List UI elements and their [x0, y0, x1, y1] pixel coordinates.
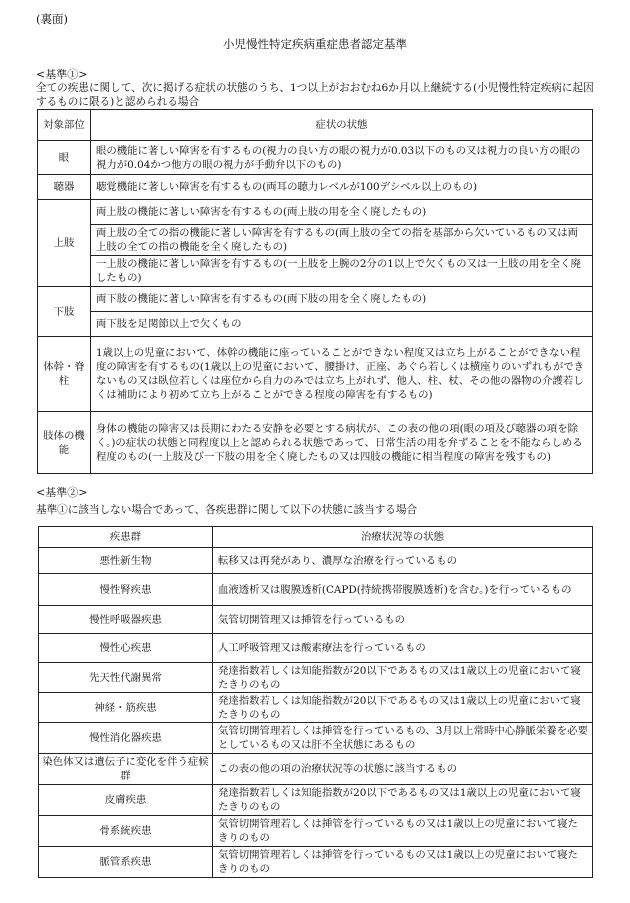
part-cell: 聴器 — [38, 175, 91, 200]
table-row — [38, 225, 593, 256]
table-row — [38, 256, 593, 287]
status-cell: 気管切開管理若しくは挿管を行っているもの又は1歳以上の児童において寝たきりのもの — [213, 847, 593, 878]
table-row — [39, 634, 593, 663]
part-cell: 眼 — [38, 141, 91, 175]
status-cell: 発達指数若しくは知能指数が20以下であるもの又は1歳以上の児童において寝たきりのもの — [213, 663, 593, 693]
group-cell: 慢性腎疾患 — [39, 574, 213, 606]
table-row — [39, 723, 593, 754]
state-cell: 両上肢の全ての指の機能に著しい障害を有するもの(両上肢の全ての指を基部から欠いているもの又は両上肢の全ての指の機能を全く廃したもの) — [91, 225, 593, 256]
header-state: 症状の状態 — [91, 110, 593, 141]
table-row — [39, 574, 593, 606]
status-cell: この表の他の項の治療状況等の状態に該当するもの — [213, 754, 593, 785]
table-row — [39, 816, 593, 847]
group-cell: 神経・筋疾患 — [39, 693, 213, 723]
status-cell: 発達指数若しくは知能指数が20以下であるもの又は1歳以上の児童において寝たきりのもの — [213, 693, 593, 723]
status-cell: 気管切開管理若しくは挿管を行っているもの又は1歳以上の児童において寝たきりのもの — [213, 816, 593, 847]
header-group: 疾患群 — [39, 527, 213, 548]
table-row — [38, 312, 593, 337]
part-cell: 肢体の機能 — [38, 412, 91, 474]
header-part: 対象部位 — [38, 110, 91, 141]
group-cell: 慢性呼吸器疾患 — [39, 606, 213, 634]
state-cell: 両下肢の機能に著しい障害を有するもの(両下肢の用を全く廃したもの) — [91, 287, 593, 312]
table-header-row — [39, 527, 593, 548]
state-cell: 両上肢の機能に著しい障害を有するもの(両上肢の用を全く廃したもの) — [91, 200, 593, 225]
state-cell: 身体の機能の障害又は長期にわたる安静を必要とする病状が、この表の他の項(眼の項及び聴器の項を除く。)の症状の状態と同程度以上と認められる状態であって、日常生活の用を弁ずることを不能ならしめる程度のもの(一上肢及び一下肢の用を全く廃したもの又は四肢の機能に相当程度の障害を残すもの) — [91, 412, 593, 474]
criterion1-table — [37, 109, 593, 474]
table-row — [39, 663, 593, 693]
status-cell: 気管切開管理又は挿管を行っているもの — [213, 606, 593, 634]
part-cell: 体幹・脊柱 — [38, 337, 91, 412]
group-cell: 脈管系疾患 — [39, 847, 213, 878]
document-title: 小児慢性特定疾病重症患者認定基準 — [223, 37, 407, 51]
table-row — [38, 337, 593, 412]
criterion1-intro: 全ての疾患に関して、次に掲げる症状の状態のうち、1つ以上がおおむね6か月以上継続する(小児慢性特定疾病に起因するものに限る)と認められる場合 — [36, 82, 594, 108]
criterion1-heading: <基準①> — [36, 68, 88, 81]
table-header-row — [38, 110, 593, 141]
state-cell: 眼の機能に著しい障害を有するもの(視力の良い方の眼の視力が0.03以下のもの又は視力の良い方の眼の視力が0.04かつ他方の眼の視力が手動弁以下のもの) — [91, 141, 593, 175]
header-status: 治療状況等の状態 — [213, 527, 593, 548]
table-row — [39, 785, 593, 816]
status-cell: 人工呼吸管理又は酸素療法を行っているもの — [213, 634, 593, 663]
table-row — [38, 175, 593, 200]
part-cell: 上肢 — [38, 200, 91, 287]
status-cell: 血液透析又は腹膜透析(CAPD(持続携帯腹膜透析)を含む。)を行っているもの — [213, 574, 593, 606]
group-cell: 染色体又は遺伝子に変化を伴う症候群 — [39, 754, 213, 785]
group-cell: 先天性代謝異常 — [39, 663, 213, 693]
part-cell: 下肢 — [38, 287, 91, 337]
criterion2-table — [38, 526, 593, 878]
criterion2-intro: 基準①に該当しない場合であって、各疾患群に関して以下の状態に該当する場合 — [36, 504, 418, 516]
side-label: (裏面) — [36, 12, 68, 26]
status-cell: 気管切開管理若しくは挿管を行っているもの、3月以上常時中心静脈栄養を必要としているもの又は肝不全状態にあるもの — [213, 723, 593, 754]
group-cell: 骨系統疾患 — [39, 816, 213, 847]
table-row — [38, 412, 593, 474]
group-cell: 皮膚疾患 — [39, 785, 213, 816]
table-row — [39, 606, 593, 634]
table-row — [39, 754, 593, 785]
table-row — [39, 548, 593, 574]
state-cell: 1歳以上の児童において、体幹の機能に座っていることができない程度又は立ち上がることができない程度の障害を有するもの(1歳以上の児童において、腰掛け、正座、あぐら若しくは横座りのいずれもができないもの又は臥位若しくは座位から自力のみでは立ち上がれず、他人、柱、杖、その他の器物の介護若しくは補助により初めて立ち上がることができる程度の障害を有するもの) — [91, 337, 593, 412]
table-row — [38, 141, 593, 175]
table-row — [38, 287, 593, 312]
status-cell: 発達指数若しくは知能指数が20以下であるもの又は1歳以上の児童において寝たきりのもの — [213, 785, 593, 816]
state-cell: 聴覚機能に著しい障害を有するもの(両耳の聴力レベルが100デシベル以上のもの) — [91, 175, 593, 200]
table-row — [39, 693, 593, 723]
group-cell: 悪性新生物 — [39, 548, 213, 574]
table-row — [38, 200, 593, 225]
group-cell: 慢性消化器疾患 — [39, 723, 213, 754]
state-cell: 一上肢の機能に著しい障害を有するもの(一上肢を上腕の2分の1以上で欠くもの又は一上肢の用を全く廃したもの) — [91, 256, 593, 287]
status-cell: 転移又は再発があり、濃厚な治療を行っているもの — [213, 548, 593, 574]
table-row — [39, 847, 593, 878]
group-cell: 慢性心疾患 — [39, 634, 213, 663]
state-cell: 両下肢を足関節以上で欠くもの — [91, 312, 593, 337]
criterion2-heading: <基準②> — [36, 486, 88, 499]
